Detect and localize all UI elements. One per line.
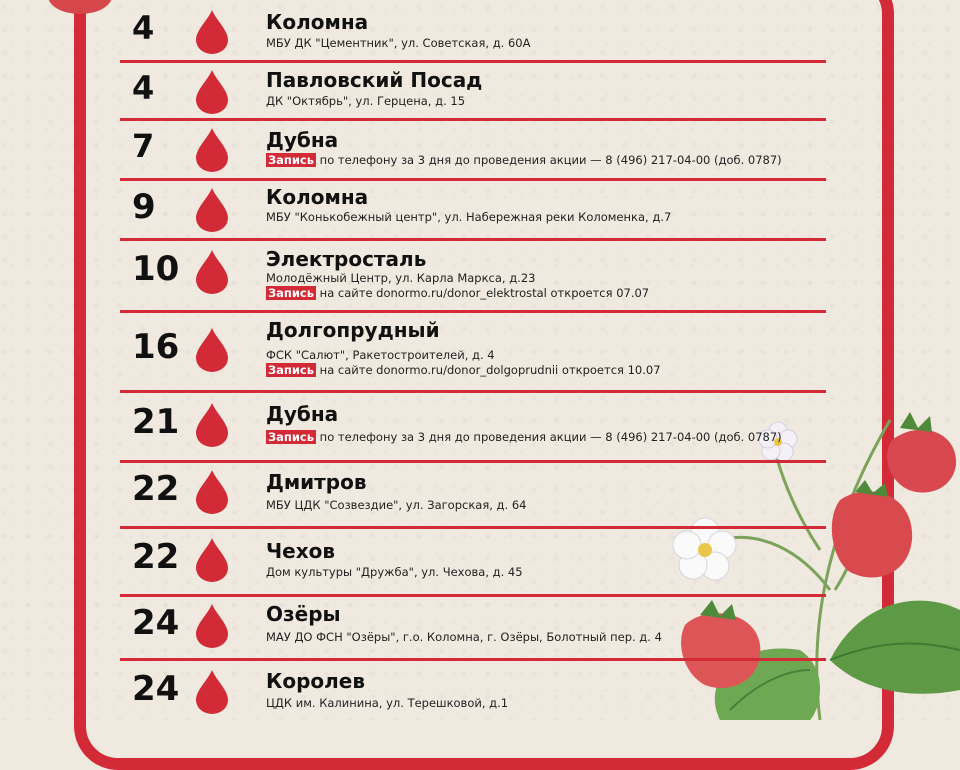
row-divider: [120, 118, 826, 121]
event-city: Коломна: [266, 10, 369, 34]
blood-drop-icon: [196, 328, 228, 372]
event-details: [266, 350, 495, 362]
row-divider: [120, 178, 826, 181]
event-day: 24: [132, 603, 180, 643]
details-text: МАУ ДО ФСН "Озёры", г.о. Коломна, г. Озёры, Болотный пер. д. 4: [266, 630, 662, 644]
event-city: Коломна: [266, 185, 369, 209]
event-city: Дмитров: [266, 470, 367, 494]
blood-drop-icon: [196, 128, 228, 172]
details-text: по телефону за 3 дня до проведения акции — 8 (496) 217-04-00 (доб. 0787): [316, 153, 782, 167]
row-divider: [120, 460, 826, 463]
event-details: [266, 212, 671, 224]
event-details: [266, 96, 465, 108]
event-day: 24: [132, 669, 180, 709]
details-text: Дом культуры "Дружба", ул. Чехова, д. 45: [266, 565, 523, 579]
strawberry-plant: [660, 400, 960, 720]
event-day: 4: [132, 9, 155, 47]
event-day: 22: [132, 537, 180, 577]
details-text: ЦДК им. Калинина, ул. Терешковой, д.1: [266, 696, 509, 710]
details-text: ФСК "Салют", Ракетостроителей, д. 4: [266, 348, 495, 362]
blood-drop-icon: [196, 188, 228, 232]
blood-drop-icon: [196, 403, 228, 447]
event-day: 10: [132, 249, 180, 289]
event-city: Чехов: [266, 539, 336, 563]
blood-drop-icon: [196, 70, 228, 114]
event-details: [266, 698, 508, 710]
event-day: 4: [132, 69, 155, 107]
event-day: 21: [132, 402, 180, 442]
registration-badge: Запись: [268, 430, 315, 444]
event-details: [266, 273, 535, 285]
event-city: Электросталь: [266, 247, 427, 271]
event-details: [266, 567, 523, 579]
flower-icon: [673, 422, 797, 580]
event-details: [266, 288, 649, 300]
row-divider: [120, 310, 826, 313]
row-divider: [120, 658, 826, 661]
event-details: [266, 500, 526, 512]
event-city: Павловский Посад: [266, 68, 483, 92]
event-details: [266, 632, 662, 644]
details-text: ДК "Октябрь", ул. Герцена, д. 15: [266, 94, 466, 108]
details-text: МБУ ДК "Цементник", ул. Советская, д. 60А: [266, 36, 531, 50]
event-day: 16: [132, 327, 180, 367]
blood-drop-icon: [196, 604, 228, 648]
details-text: МБУ "Конькобежный центр", ул. Набережная реки Коломенка, д.7: [266, 210, 672, 224]
details-text: по телефону за 3 дня до проведения акции — 8 (496) 217-04-00 (доб. 0787): [316, 430, 782, 444]
event-day: 9: [132, 187, 156, 227]
event-city: Дубна: [266, 402, 339, 426]
registration-badge: Запись: [268, 286, 315, 300]
registration-badge: Запись: [268, 153, 315, 167]
details-text: Молодёжный Центр, ул. Карла Маркса, д.23: [266, 271, 536, 285]
row-divider: [120, 60, 826, 63]
details-text: на сайте donormo.ru/donor_elektrostal откроется 07.07: [316, 286, 650, 300]
row-divider: [120, 390, 826, 393]
event-details: [266, 38, 530, 50]
event-city: Озёры: [266, 602, 341, 626]
blood-drop-icon: [196, 670, 228, 714]
event-city: Долгопрудный: [266, 318, 440, 342]
strawberry-icon: [38, 0, 118, 26]
row-divider: [120, 526, 826, 529]
event-day: 22: [132, 469, 180, 509]
event-city: Дубна: [266, 128, 339, 152]
row-divider: [120, 238, 826, 241]
blood-drop-icon: [196, 538, 228, 582]
event-details: [266, 365, 661, 377]
blood-drop-icon: [196, 250, 228, 294]
row-divider: [120, 594, 826, 597]
event-details: [266, 432, 782, 444]
event-day: 7: [132, 127, 155, 165]
event-details: [266, 155, 782, 167]
details-text: на сайте donormo.ru/donor_dolgoprudnii откроется 10.07: [316, 363, 661, 377]
blood-drop-icon: [196, 10, 228, 54]
blood-drop-icon: [196, 470, 228, 514]
details-text: МБУ ЦДК "Созвездие", ул. Загорская, д. 64: [266, 498, 527, 512]
event-city: Королев: [266, 669, 366, 693]
registration-badge: Запись: [268, 363, 315, 377]
